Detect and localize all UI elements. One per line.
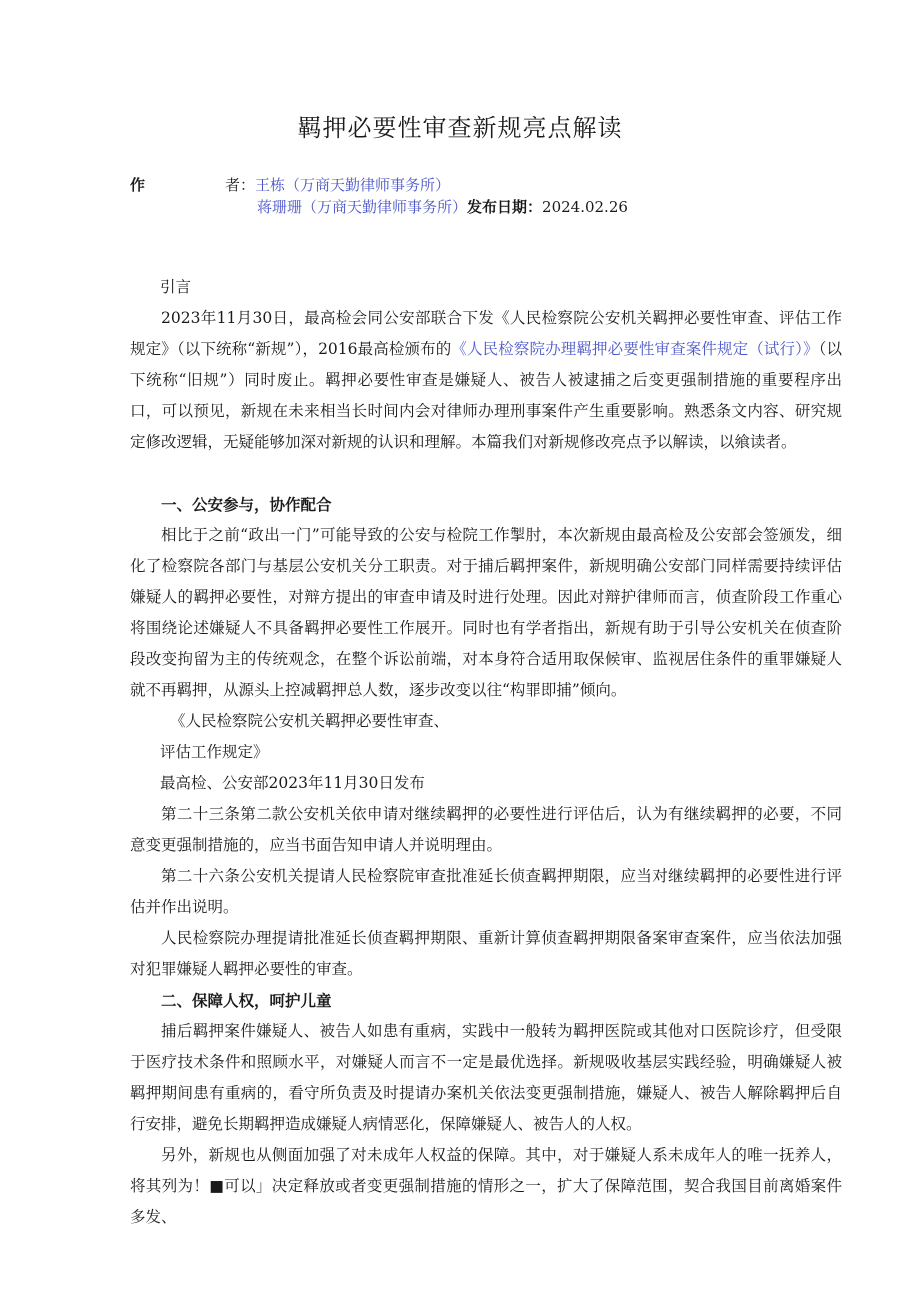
quote-title-line-2: 评估工作规定》 (160, 743, 269, 761)
date-label: 发布日期： (467, 198, 543, 216)
author-line-2 (257, 196, 628, 218)
intro-heading: 引言 (160, 278, 192, 296)
author-link-1[interactable]: 王栋（万商天勤律师事务所） (255, 176, 451, 194)
section-heading-1: 一、公安参与，协作配合 (161, 495, 332, 514)
article-23: 第二十三条第二款公安机关依申请对继续羁押的必要性进行评估后，认为有继续羁押的必要，不同意变更强制措施的，应当书面告知申请人并说明理由。 (130, 805, 842, 854)
intro-text-b: （以下统称“旧规”）同时废止。羁押必要性审查是嫌疑人、被告人被逮捕之后变更强制措施的重要程序出口，可以预见，新规在未来相当长时间内会对律师办理刑事案件产生重要影响。熟悉条文内容、研究规定修改逻辑，无疑能够加深对新规的认识和理解。本篇我们对新规修改亮点予以解读，以飨读者。 (130, 340, 842, 451)
intro-text-a: 2023年11月30日，最高检会同公安部联合下发《人民检察院公安机关羁押必要性审查、评估工作规定》（以下统称“新规”），2016最高检颁布的 (130, 309, 842, 358)
author-link-2[interactable]: 蒋珊珊（万商天勤律师事务所） (257, 198, 468, 216)
article-26: 第二十六条公安机关提请人民检察院审查批准延长侦查羁押期限，应当对继续羁押的必要性进行评估并作出说明。 (130, 867, 842, 916)
old-rule-link[interactable]: 《人民检察院办理羁押必要性审查案件规定（试行）》 (451, 340, 819, 358)
page-title: 羁押必要性审查新规亮点解读 (297, 114, 623, 142)
article-26-para-2: 人民检察院办理提请批准延长侦查羁押期限、重新计算侦查羁押期限备案审查案件，应当依法加强对犯罪嫌疑人羁押必要性的审查。 (130, 929, 842, 978)
author-line-1 (225, 174, 450, 196)
paragraph-intro (130, 303, 842, 458)
paragraph-section-2: 捕后羁押案件嫌疑人、被告人如患有重病，实践中一般转为羁押医院或其他对口医院诊疗，但受限于医疗技术条件和照顾水平，对嫌疑人而言不一定是最优选择。新规吸收基层实践经验，明确嫌疑人被羁押期间患有重病的，看守所负责及时提请办案机关依法变更强制措施，嫌疑人、被告人解除羁押后自行安排，避免长期羁押造成嫌疑人病情恶化，保障嫌疑人、被告人的人权。 (130, 1022, 842, 1133)
section-heading-2: 二、保障人权，呵护儿童 (161, 991, 332, 1010)
author-label-a: 作 (130, 176, 146, 194)
quote-source: 最高检、公安部2023年11月30日发布 (160, 774, 425, 792)
publish-date: 2024.02.26 (542, 198, 628, 216)
paragraph-minors: 另外，新规也从侧面加强了对未成年人权益的保障。其中，对于嫌疑人系未成年人的唯一抚养人，将其列为！■可以」决定释放或者变更强制措施的情形之一，扩大了保障范围，契合我国目前离婚案件多发、 (130, 1146, 842, 1226)
author-label-b: 者： (225, 176, 256, 194)
quote-title-line-1: 《人民检察院公安机关羁押必要性审查、 (170, 712, 450, 730)
paragraph-section-1: 相比于之前“政出一门”可能导致的公安与检院工作掣肘，本次新规由最高检及公安部会签颁发，细化了检察院各部门与基层公安机关分工职责。对于捕后羁押案件，新规明确公安部门同样需要持续评估嫌疑人的羁押必要性，对辩方提出的审查申请及时进行处理。因此对辩护律师而言，侦查阶段工作重心将围绕论述嫌疑人不具备羁押必要性工作展开。同时也有学者指出，新规有助于引导公安机关在侦查阶段改变拘留为主的传统观念，在整个诉讼前端，对本身符合适用取保候审、监视居住条件的重罪嫌疑人就不再羁押，从源头上控减羁押总人数，逐步改变以往“构罪即捕”倾向。 (130, 526, 842, 699)
